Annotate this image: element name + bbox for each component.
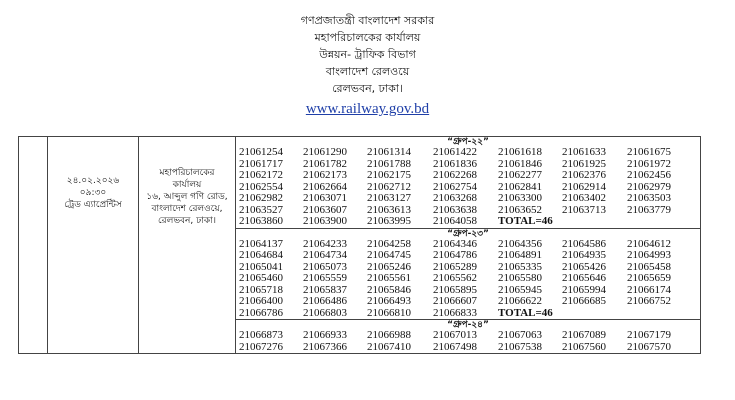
roll-row xyxy=(236,342,700,354)
roll-row xyxy=(236,308,700,320)
venue-line: রেলভবন, ঢাকা। xyxy=(158,216,216,226)
roll-number: 21064891 xyxy=(498,249,542,261)
roll-number: 21062175 xyxy=(367,169,411,181)
roll-number: 21064993 xyxy=(627,249,671,261)
roll-number: 21067366 xyxy=(303,340,347,353)
roll-number: 21067179 xyxy=(627,329,671,341)
roll-number: 21063527 xyxy=(239,203,283,216)
roll-number: 21063300 xyxy=(498,192,542,204)
roll-number: 21061633 xyxy=(562,146,606,158)
roll-number: 21062172 xyxy=(239,169,283,181)
roll-number: 21066622 xyxy=(498,295,542,307)
roll-number: 21064786 xyxy=(433,249,477,261)
roll-number: 21061717 xyxy=(239,157,283,170)
header-government: গণপ্রজাতন্ত্রী বাংলাদেশ সরকার xyxy=(300,14,435,27)
office-header xyxy=(0,0,735,119)
roll-number: 21062376 xyxy=(562,169,606,181)
exam-post: ট্রেড এ্যাপ্রেন্টিস xyxy=(64,200,122,210)
roll-number: 21065895 xyxy=(433,283,477,296)
roll-number: 21063713 xyxy=(562,203,606,216)
roll-number: 21063607 xyxy=(303,203,347,216)
roll-number: 21061254 xyxy=(239,146,283,158)
roll-number: 21062841 xyxy=(498,180,542,193)
roll-number: 21062982 xyxy=(239,192,283,204)
roll-number: 21064137 xyxy=(239,237,283,250)
roll-number: 21065837 xyxy=(303,283,347,296)
serial-cell xyxy=(19,137,48,354)
roll-number: 21065945 xyxy=(498,283,542,296)
group-title: “গ্রুপ-২৪” xyxy=(447,320,489,330)
venue-cell xyxy=(139,137,236,354)
header-office: মহাপরিচালকের কার্যালয় xyxy=(314,31,421,44)
exam-seat-table xyxy=(18,136,701,354)
roll-number: 21063860 xyxy=(239,215,283,227)
roll-number: 21067013 xyxy=(433,329,477,341)
roll-number: 21064233 xyxy=(303,237,347,250)
roll-number: 21062712 xyxy=(367,180,411,193)
roll-number: 21065561 xyxy=(367,272,411,284)
roll-number: 21061788 xyxy=(367,157,411,170)
roll-number: 21065580 xyxy=(498,272,542,284)
venue-line: বাংলাদেশ রেলওয়ে, xyxy=(151,204,223,214)
roll-number: 21061925 xyxy=(562,157,606,170)
group-total: TOTAL=46 xyxy=(498,215,553,227)
roll-number: 21064612 xyxy=(627,237,671,250)
roll-number: 21061972 xyxy=(627,157,671,170)
roll-number: 21062664 xyxy=(303,180,347,193)
roll-number: 21065073 xyxy=(303,260,347,273)
roll-number: 21061290 xyxy=(303,146,347,158)
roll-number: 21066493 xyxy=(367,295,411,307)
group-title: “গ্রুপ-২৩” xyxy=(447,228,489,239)
roll-number: 21063995 xyxy=(367,215,411,227)
roll-number: 21063071 xyxy=(303,192,347,204)
roll-number: 21066873 xyxy=(239,329,283,341)
roll-number: 21065659 xyxy=(627,272,671,284)
exam-time: ০৯:৩০ xyxy=(79,188,107,198)
roll-group xyxy=(236,137,700,228)
roll-number: 21061422 xyxy=(433,146,477,158)
roll-number: 21061618 xyxy=(498,146,542,158)
roll-row xyxy=(236,330,700,342)
venue-line: ১৬, আব্দুল গণি রোড, xyxy=(146,192,228,202)
roll-number: 21067560 xyxy=(562,340,606,353)
roll-row xyxy=(236,273,700,285)
roll-number: 21066786 xyxy=(239,306,283,319)
roll-number: 21064734 xyxy=(303,249,347,261)
roll-row xyxy=(236,170,700,182)
roll-number: 21061846 xyxy=(498,157,542,170)
roll-number: 21061782 xyxy=(303,157,347,170)
venue-line: মহাপরিচালকের xyxy=(159,168,215,178)
roll-number: 21065460 xyxy=(239,272,283,284)
roll-number: 21063127 xyxy=(367,192,411,204)
roll-number: 21065041 xyxy=(239,260,283,273)
header-railway: বাংলাদেশ রেলওয়ে xyxy=(325,65,410,78)
roll-group xyxy=(236,319,700,353)
roll-number: 21064058 xyxy=(433,215,477,227)
roll-number: 21066933 xyxy=(303,329,347,341)
roll-number: 21067570 xyxy=(627,340,671,353)
roll-row xyxy=(236,250,700,262)
roll-number: 21062754 xyxy=(433,180,477,193)
venue-line: কার্যালয় xyxy=(172,180,202,190)
roll-number: 21064356 xyxy=(498,237,542,250)
roll-groups-cell xyxy=(236,137,701,354)
roll-number: 21065335 xyxy=(498,260,542,273)
roll-number: 21065846 xyxy=(367,283,411,296)
roll-number: 21066486 xyxy=(303,295,347,307)
roll-number: 21066803 xyxy=(303,306,347,319)
website-link[interactable]: www.railway.gov.bd xyxy=(305,101,430,117)
roll-number: 21065559 xyxy=(303,272,347,284)
header-address: রেলভবন, ঢাকা। xyxy=(332,82,403,95)
roll-number: 21067538 xyxy=(498,340,542,353)
roll-groups xyxy=(236,137,700,353)
roll-number: 21063268 xyxy=(433,192,477,204)
roll-number: 21067276 xyxy=(239,340,283,353)
roll-number: 21066752 xyxy=(627,295,671,307)
roll-number: 21062979 xyxy=(627,180,671,193)
roll-row xyxy=(236,296,700,308)
roll-number: 21066685 xyxy=(562,295,606,307)
roll-number: 21063613 xyxy=(367,203,411,216)
roll-number: 21063779 xyxy=(627,203,671,216)
roll-number: 21063900 xyxy=(303,215,347,227)
roll-number: 21067498 xyxy=(433,340,477,353)
roll-number: 21063638 xyxy=(433,203,477,216)
roll-number: 21066607 xyxy=(433,295,477,307)
roll-row xyxy=(236,216,700,228)
roll-number: 21062456 xyxy=(627,169,671,181)
roll-number: 21061314 xyxy=(367,146,411,158)
roll-row xyxy=(236,193,700,205)
roll-group xyxy=(236,228,700,320)
roll-number: 21062277 xyxy=(498,169,542,181)
roll-row xyxy=(236,147,700,159)
roll-number: 21067410 xyxy=(367,340,411,353)
roll-number: 21067089 xyxy=(562,329,606,341)
roll-number: 21065246 xyxy=(367,260,411,273)
roll-number: 21066400 xyxy=(239,295,283,307)
roll-number: 21066810 xyxy=(367,306,411,319)
roll-number: 21065426 xyxy=(562,260,606,273)
roll-number: 21065718 xyxy=(239,283,283,296)
table-row xyxy=(19,137,701,354)
roll-number: 21062173 xyxy=(303,169,347,181)
roll-number: 21065646 xyxy=(562,272,606,284)
header-department: উন্নয়ন- ট্রাফিক বিভাগ xyxy=(319,48,416,61)
roll-number: 21061675 xyxy=(627,146,671,158)
roll-number: 21066988 xyxy=(367,329,411,341)
roll-number: 21063402 xyxy=(562,192,606,204)
exam-date: ২৪.০২.২০২৬ xyxy=(66,176,120,186)
roll-number: 21066833 xyxy=(433,306,477,319)
roll-number: 21065289 xyxy=(433,260,477,273)
roll-number: 21064586 xyxy=(562,237,606,250)
date-time-cell xyxy=(48,137,139,354)
roll-number: 21062914 xyxy=(562,180,606,193)
roll-number: 21061836 xyxy=(433,157,477,170)
roll-number: 21063503 xyxy=(627,192,671,204)
roll-number: 21064346 xyxy=(433,237,477,250)
roll-number: 21065994 xyxy=(562,283,606,296)
roll-number: 21062268 xyxy=(433,169,477,181)
roll-number: 21065458 xyxy=(627,260,671,273)
roll-number: 21062554 xyxy=(239,180,283,193)
group-total: TOTAL=46 xyxy=(498,306,553,319)
roll-number: 21066174 xyxy=(627,283,671,296)
roll-number: 21063652 xyxy=(498,203,542,216)
roll-number: 21064745 xyxy=(367,249,411,261)
group-title: “গ্রুপ-২২” xyxy=(447,137,489,147)
roll-number: 21064258 xyxy=(367,237,411,250)
roll-number: 21067063 xyxy=(498,329,542,341)
roll-number: 21065562 xyxy=(433,272,477,284)
roll-number: 21064684 xyxy=(239,249,283,261)
roll-number: 21064935 xyxy=(562,249,606,261)
